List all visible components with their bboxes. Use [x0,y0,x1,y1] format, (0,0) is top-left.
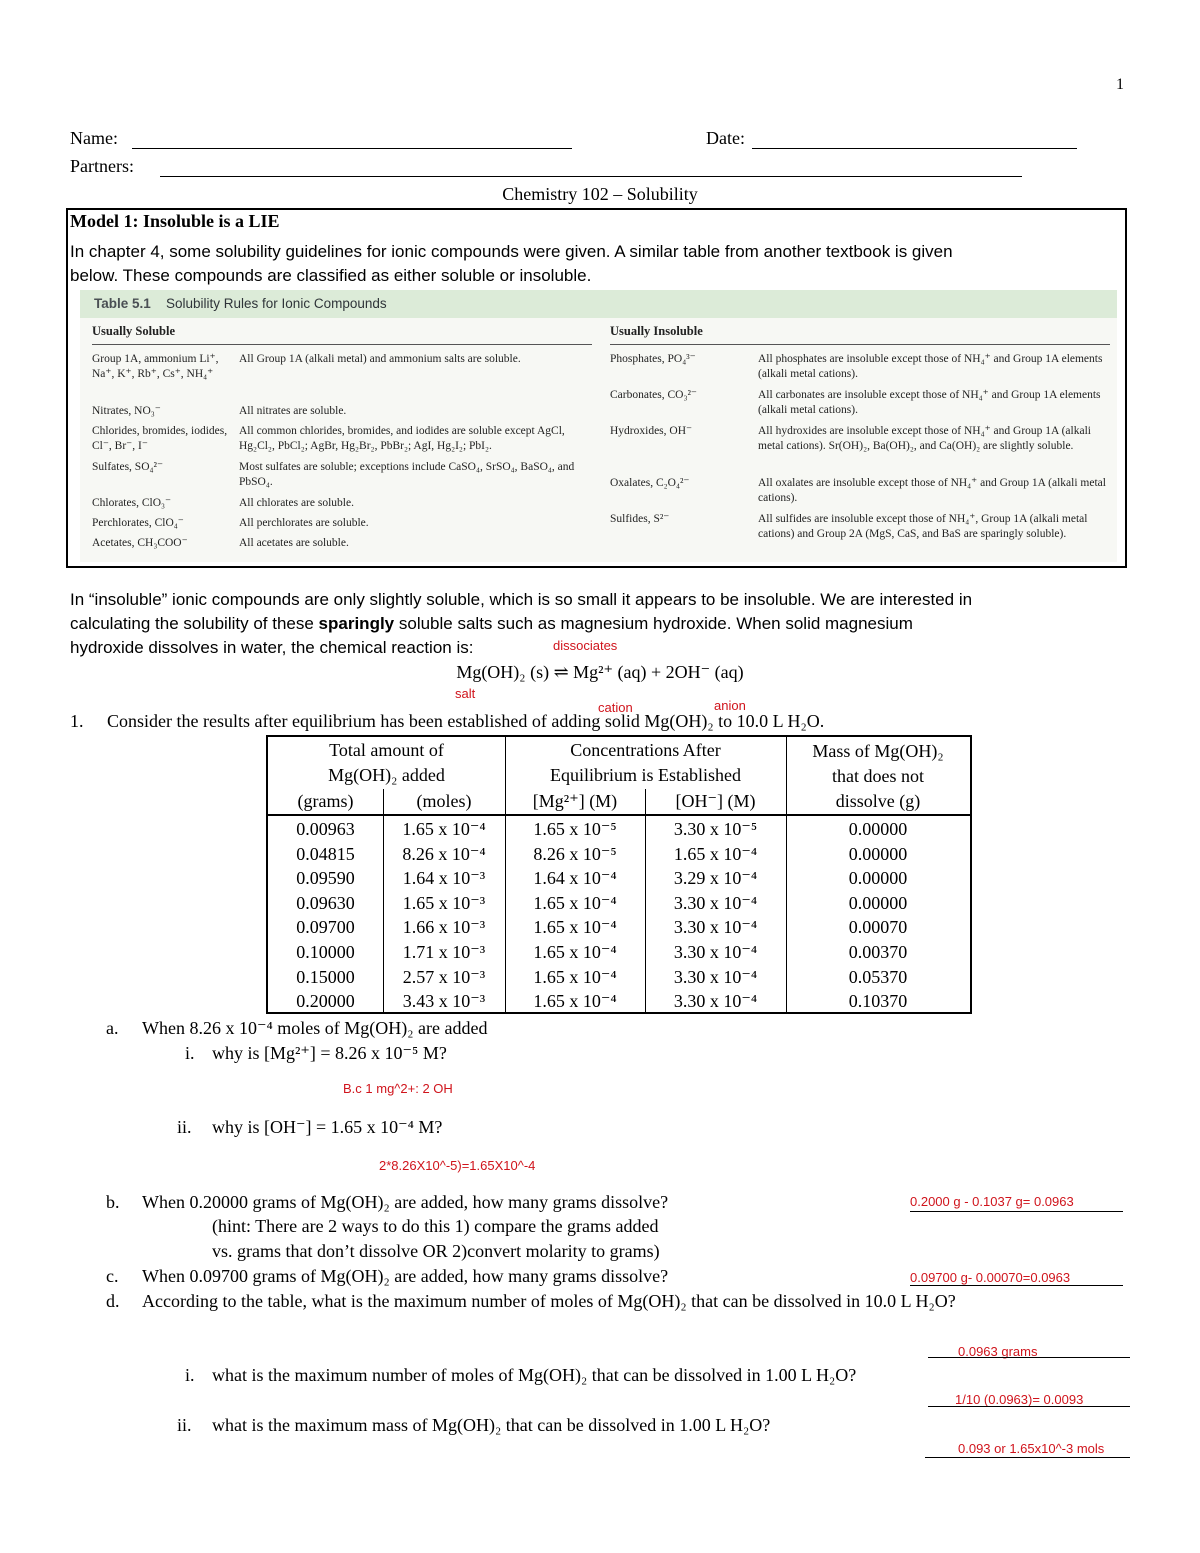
soluble-ion: Perchlorates, ClO₄⁻ [92,517,184,529]
q-ai-text: why is [Mg²⁺] = 8.26 x 10⁻⁵ M? [212,1043,447,1063]
insoluble-rule: All carbonates are insoluble except those of NH₄⁺ and Group 1A elements (alkali metal cations). [758,389,1101,416]
date-label: Date: [706,128,745,148]
answer-dii-line[interactable] [925,1457,1130,1458]
table-cell: 3.43 x 10⁻³ [402,991,486,1012]
annotation-cation: cation [598,700,633,715]
insoluble-ion: Carbonates, CO₃²⁻ [610,389,697,401]
table-cell: 0.00000 [848,843,908,864]
answer-di: 1/10 (0.0963)= 0.0093 [955,1392,1084,1407]
q-a-label: a. [106,1018,119,1038]
answer-d: 0.0963 grams [958,1344,1038,1359]
q-b-text: When 0.20000 grams of Mg(OH)₂ are added, how many grams dissolve? [142,1192,669,1212]
group1-header-line2: Mg(OH)₂ added [328,765,445,785]
soluble-ion: Chlorates, ClO₃⁻ [92,497,172,509]
date-field[interactable] [752,148,1077,149]
soluble-ion: Chlorides, bromides, iodides, Cl⁻, Br⁻, I⁻ [92,425,228,452]
q-c-text: When 0.09700 grams of Mg(OH)₂ are added, how many grams dissolve? [142,1266,669,1286]
solubility-rules-table [80,290,1117,562]
table-cell: 3.30 x 10⁻⁴ [673,917,758,938]
group3-header-line3: dissolve (g) [835,791,921,811]
insoluble-ion: Hydroxides, OH⁻ [610,425,693,437]
table-cell: 1.65 x 10⁻⁴ [533,892,617,913]
para-line1: In “insoluble” ionic compounds are only slightly soluble, which is so small it appears to be insoluble. We are interested in [70,590,973,609]
q-d-label: d. [106,1291,120,1311]
table-cell: 3.30 x 10⁻⁴ [673,966,758,987]
solubility-table-caption-bar [80,290,1117,318]
soluble-rule: All perchlorates are soluble. [239,517,369,529]
insoluble-ion: Oxalates, C₂O₄²⁻ [610,477,690,489]
soluble-ion: Sulfates, SO₄²⁻ [92,461,164,473]
table-cell: 0.00000 [848,892,908,913]
name-label: Name: [70,128,118,148]
moles-column [383,817,505,1014]
table-cell: 1.65 x 10⁻³ [402,892,486,913]
col-header-grams: (grams) [297,791,354,811]
q-di-text: what is the maximum number of moles of Mg(OH)₂ that can be dissolved in 1.00 L H₂O? [212,1365,857,1385]
answer-di-line[interactable] [928,1406,1130,1407]
q1-text: Consider the results after equilibrium has been established of adding solid Mg(OH)₂ to 10.0 L H₂O. [107,711,825,731]
answer-b-line[interactable] [910,1211,1123,1212]
group3-header-line1: Mass of Mg(OH)₂ [812,741,944,761]
q-b-hint2: vs. grams that don’t dissolve OR 2)convert molarity to grams) [212,1241,660,1261]
table-cell: 3.30 x 10⁻⁴ [673,941,758,962]
group1-header-line1: Total amount of [329,740,444,760]
q-aii-label: ii. [177,1117,192,1137]
table-cell: 0.00070 [848,917,908,938]
insoluble-rule: All sulfides are insoluble except those of NH₄⁺, Group 1A (alkali metal cations) and Group 2A (MgS, CaS, and BaS are sparingly soluble). [758,513,1088,540]
answer-c-line[interactable] [910,1285,1123,1286]
para-line2-post: soluble salts such as magnesium hydroxide. When solid magnesium [394,614,913,633]
table-cell: 0.00000 [848,868,908,889]
q-b-hint1: (hint: There are 2 ways to do this 1) compare the grams added [212,1216,659,1236]
soluble-ion: Acetates, CH₃COO⁻ [92,537,188,549]
table-cell: 1.65 x 10⁻⁴ [533,941,617,962]
insoluble-rule: All phosphates are insoluble except those of NH₄⁺ and Group 1A elements (alkali metal cations). [758,353,1103,380]
q-dii-text: what is the maximum mass of Mg(OH)₂ that can be dissolved in 1.00 L H₂O? [212,1415,771,1435]
table-cell: 3.30 x 10⁻⁵ [673,819,758,839]
table-cell: 0.00370 [848,941,908,962]
para-line2 [70,612,913,636]
partners-label: Partners: [70,156,134,176]
mg-column [505,817,645,1014]
soluble-header: Usually Soluble [92,324,176,338]
q-d-text: According to the table, what is the maximum number of moles of Mg(OH)₂ that can be dissolved in 10.0 L H₂O? [142,1291,956,1311]
model-heading: Model 1: Insoluble is a LIE [70,211,280,231]
undissolved-column [786,817,970,1014]
table-cell: 3.30 x 10⁻⁴ [673,892,758,913]
insoluble-divider [610,344,1110,345]
q-ai-label: i. [185,1043,195,1063]
table-cell: 0.00000 [848,819,908,839]
answer-c: 0.09700 g- 0.00070=0.0963 [910,1270,1071,1285]
model-intro-line2: below. These compounds are classified as either soluble or insoluble. [70,266,592,285]
table-cell: 1.65 x 10⁻⁴ [533,966,617,987]
annotation-anion: anion [714,698,746,713]
para-line2-pre: calculating the solubility of these [70,614,319,633]
answer-dii: 0.093 or 1.65x10^-3 mols [958,1441,1105,1456]
table-cell: 0.10000 [296,941,355,962]
table-cell: 0.09700 [296,917,355,938]
answer-d-line[interactable] [928,1357,1130,1358]
q-b-label: b. [106,1192,120,1212]
table-cell: 1.65 x 10⁻⁴ [673,843,758,864]
soluble-rule: Most sulfates are soluble; exceptions include CaSO₄, SrSO₄, BaSO₄, and PbSO₄. [239,461,575,488]
table-caption-number: Table 5.1 [94,296,151,311]
group2-header-line1: Concentrations After [570,740,721,760]
table-cell: 0.00963 [296,819,355,839]
annotation-salt: salt [455,686,476,701]
col-header-moles: (moles) [416,791,472,811]
soluble-divider [92,344,592,345]
insoluble-header: Usually Insoluble [610,324,703,338]
answer-b: 0.2000 g - 0.1037 g= 0.0963 [910,1194,1074,1209]
table-cell: 0.05370 [848,966,908,987]
soluble-rule: All nitrates are soluble. [239,405,347,417]
table-cell: 1.64 x 10⁻³ [402,868,486,889]
q-dii-label: ii. [177,1415,192,1435]
answer-aii: 2*8.26X10^-5)=1.65X10^-4 [379,1158,536,1173]
col-header-mg: [Mg²⁺] (M) [532,791,618,811]
annotation-dissociates: dissociates [553,638,618,653]
reaction-equation: Mg(OH)₂ (s) ⇌ Mg²⁺ (aq) + 2OH⁻ (aq) [456,662,744,682]
table-cell: 1.64 x 10⁻⁴ [533,868,617,889]
table-caption-text: Solubility Rules for Ionic Compounds [166,296,387,311]
table-cell: 0.09590 [296,868,355,889]
q1-number: 1. [70,711,84,731]
soluble-ion: Nitrates, NO₃⁻ [92,405,161,417]
q-a-text: When 8.26 x 10⁻⁴ moles of Mg(OH)₂ are added [142,1018,488,1038]
soluble-rule: All Group 1A (alkali metal) and ammonium salts are soluble. [239,353,521,365]
table-cell: 0.09630 [296,892,355,913]
table-cell: 0.04815 [296,843,355,864]
q-di-label: i. [185,1365,195,1385]
soluble-rule: All chlorates are soluble. [239,497,354,509]
table-cell: 3.29 x 10⁻⁴ [673,868,758,889]
table-cell: 1.65 x 10⁻⁴ [533,991,617,1012]
page-number: 1 [1116,76,1124,93]
soluble-rule: All common chlorides, bromides, and iodides are soluble except AgCl, Hg₂Cl₂, PbCl₂; AgBr, Hg₂Br₂, PbBr₂; AgI, Hg₂I₂; PbI₂. [239,425,565,452]
table-cell: 1.65 x 10⁻⁵ [533,819,617,839]
model-intro-line1: In chapter 4, some solubility guidelines for ionic compounds were given. A similar table from another textbook is given [70,242,953,261]
soluble-ion: Group 1A, ammonium Li⁺, Na⁺, K⁺, Rb⁺, Cs⁺, NH₄⁺ [92,353,219,380]
table-cell: 1.65 x 10⁻⁴ [533,917,617,938]
partners-field[interactable] [160,176,1022,177]
q-c-label: c. [106,1266,119,1286]
insoluble-ion: Sulfides, S²⁻ [610,513,670,525]
table-cell: 0.15000 [296,966,355,987]
insoluble-rule: All hydroxides are insoluble except those of NH₄⁺ and Group 1A (alkali metal cations). Sr(OH)₂, Ba(OH)₂, and Ca(OH)₂ are slightly soluble. [758,425,1091,452]
q-aii-text: why is [OH⁻] = 1.65 x 10⁻⁴ M? [212,1117,443,1137]
group2-header-line2: Equilibrium is Established [550,765,741,785]
table-cell: 1.66 x 10⁻³ [402,917,486,938]
para-line3: hydroxide dissolves in water, the chemical reaction is: [70,638,474,657]
oh-column [645,817,786,1014]
header-divider [268,814,970,816]
insoluble-rule: All oxalates are insoluble except those of NH₄⁺ and Group 1A (alkali metal cations). [758,477,1106,504]
page-title: Chemistry 102 – Solubility [502,184,698,204]
table-cell: 0.10370 [848,991,908,1012]
table-cell: 8.26 x 10⁻⁴ [402,843,486,864]
soluble-rule: All acetates are soluble. [239,537,349,549]
table-cell: 3.30 x 10⁻⁴ [673,991,758,1012]
grams-column [268,817,383,1014]
insoluble-ion: Phosphates, PO₄³⁻ [610,353,696,365]
table-cell: 2.57 x 10⁻³ [402,966,486,987]
table-cell: 1.65 x 10⁻⁴ [402,819,486,839]
answer-ai: B.c 1 mg^2+: 2 OH [343,1081,453,1096]
para-line2-bold: sparingly [318,614,395,633]
table-cell: 1.71 x 10⁻³ [402,941,486,962]
name-field[interactable] [132,148,572,149]
group3-header-line2: that does not [832,766,924,786]
table-cell: 0.20000 [296,991,355,1012]
equilibrium-data-table [266,735,972,1014]
table-cell: 8.26 x 10⁻⁵ [533,843,617,864]
col-header-oh: [OH⁻] (M) [675,791,756,811]
